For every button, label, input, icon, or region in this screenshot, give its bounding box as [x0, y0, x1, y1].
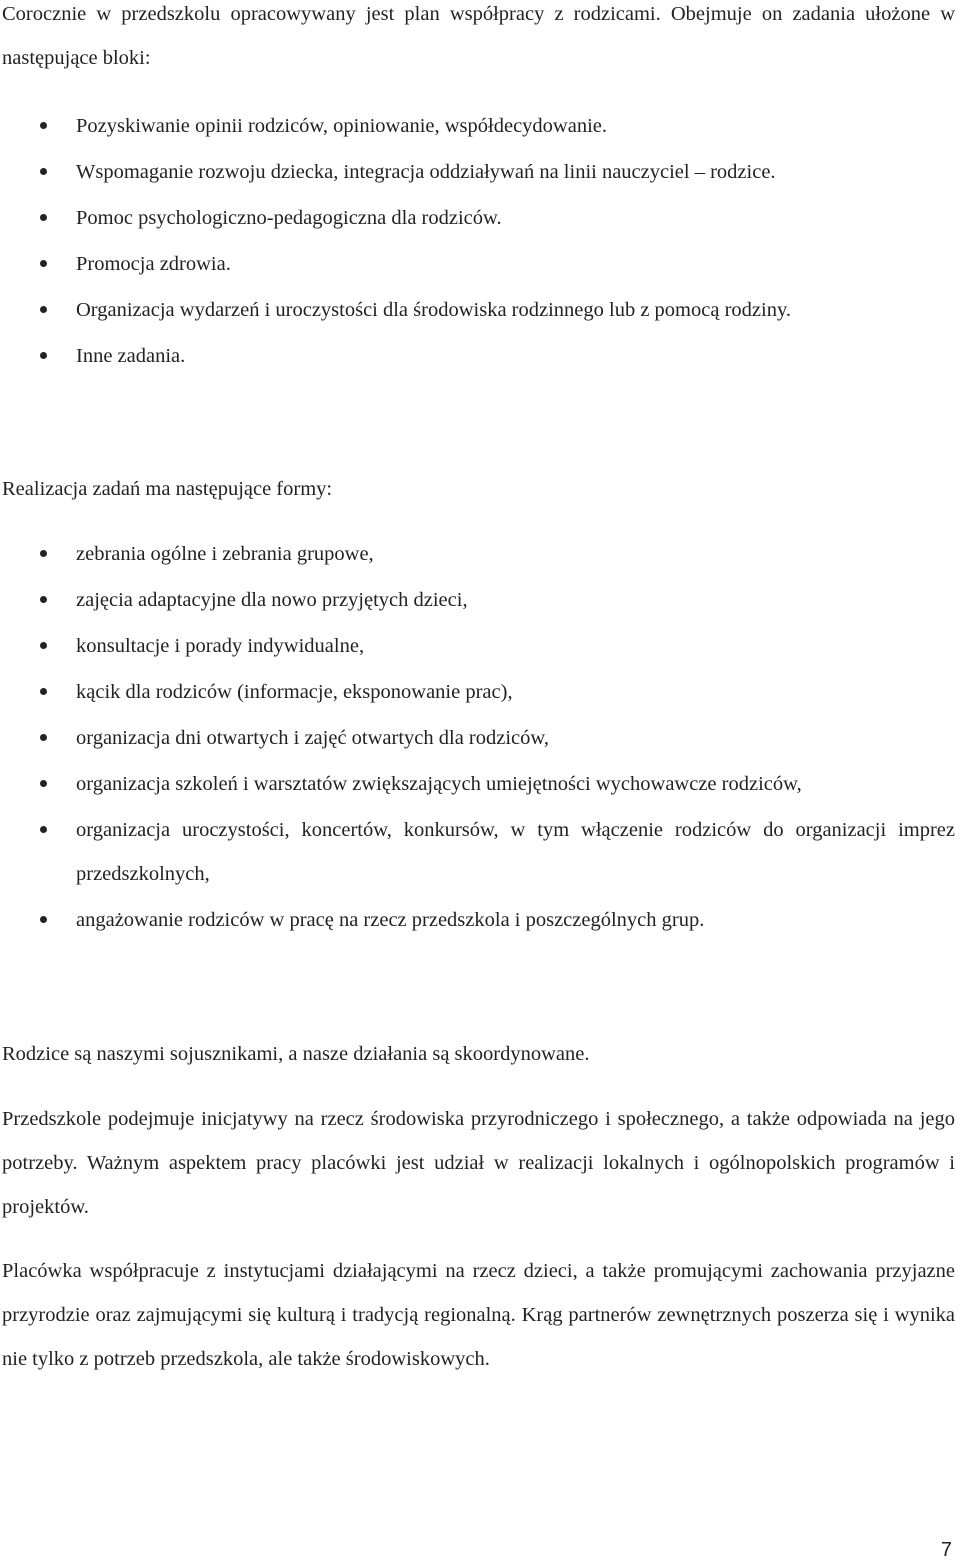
list-item: Organizacja wydarzeń i uroczystości dla środowiska rodzinnego lub z pomocą rodziny. — [0, 288, 955, 332]
forms-list — [0, 532, 955, 942]
bullet-icon — [40, 642, 47, 649]
list-item: Pomoc psychologiczno-pedagogiczna dla rodziców. — [0, 196, 955, 240]
list-item: zajęcia adaptacyjne dla nowo przyjętych dzieci, — [0, 578, 955, 622]
list-item: organizacja szkoleń i warsztatów zwiększających umiejętności wychowawcze rodziców, — [0, 762, 955, 806]
list-item: Promocja zdrowia. — [0, 242, 955, 286]
intro-paragraph: Corocznie w przedszkolu opracowywany jest plan współpracy z rodzicami. Obejmuje on zadania ułożone w następujące bloki: — [2, 3, 955, 69]
bullet-icon — [40, 168, 47, 175]
bullet-icon — [40, 306, 47, 313]
bullet-icon — [40, 734, 47, 741]
page-number: 7 — [940, 1539, 952, 1561]
institutions-paragraph: Placówka współpracuje z instytucjami działającymi na rzecz dzieci, a także promującymi zachowania przyjazne przyrodzie oraz zajmującymi się kulturą i tradycją regionalną. Krąg partnerów zewnętrznych poszerza się i wynika nie tylko z potrzeb przedszkola, ale także środowiskowych. — [2, 1260, 955, 1370]
bullet-icon — [40, 826, 47, 833]
list-item: zebrania ogólne i zebrania grupowe, — [0, 532, 955, 576]
forms-intro: Realizacja zadań ma następujące formy: — [2, 478, 333, 500]
bullet-icon — [40, 260, 47, 267]
list-item: organizacja uroczystości, koncertów, konkursów, w tym włączenie rodziców do organizacji imprez przedszkolnych, — [0, 808, 955, 896]
list-item: angażowanie rodziców w pracę na rzecz przedszkola i poszczególnych grup. — [0, 898, 955, 942]
list-item: Wspomaganie rozwoju dziecka, integracja oddziaływań na linii nauczyciel – rodzice. — [0, 150, 955, 194]
list-item: Pozyskiwanie opinii rodziców, opiniowanie, współdecydowanie. — [0, 104, 955, 148]
bullet-icon — [40, 780, 47, 787]
bullet-icon — [40, 550, 47, 557]
bullet-icon — [40, 596, 47, 603]
bullet-icon — [40, 688, 47, 695]
allies-paragraph: Rodzice są naszymi sojusznikami, a nasze działania są skoordynowane. — [2, 1043, 590, 1065]
list-item: Inne zadania. — [0, 334, 955, 378]
list-item: organizacja dni otwartych i zajęć otwartych dla rodziców, — [0, 716, 955, 760]
list-item: konsultacje i porady indywidualne, — [0, 624, 955, 668]
bullet-icon — [40, 214, 47, 221]
environment-paragraph: Przedszkole podejmuje inicjatywy na rzecz środowiska przyrodniczego i społecznego, a także odpowiada na jego potrzeby. Ważnym aspektem pracy placówki jest udział w realizacji lokalnych i ogólnopolskich programów i projektów. — [2, 1108, 955, 1218]
bullet-icon — [40, 122, 47, 129]
blocks-list — [0, 104, 955, 378]
list-item: kącik dla rodziców (informacje, eksponowanie prac), — [0, 670, 955, 714]
bullet-icon — [40, 352, 47, 359]
bullet-icon — [40, 916, 47, 923]
